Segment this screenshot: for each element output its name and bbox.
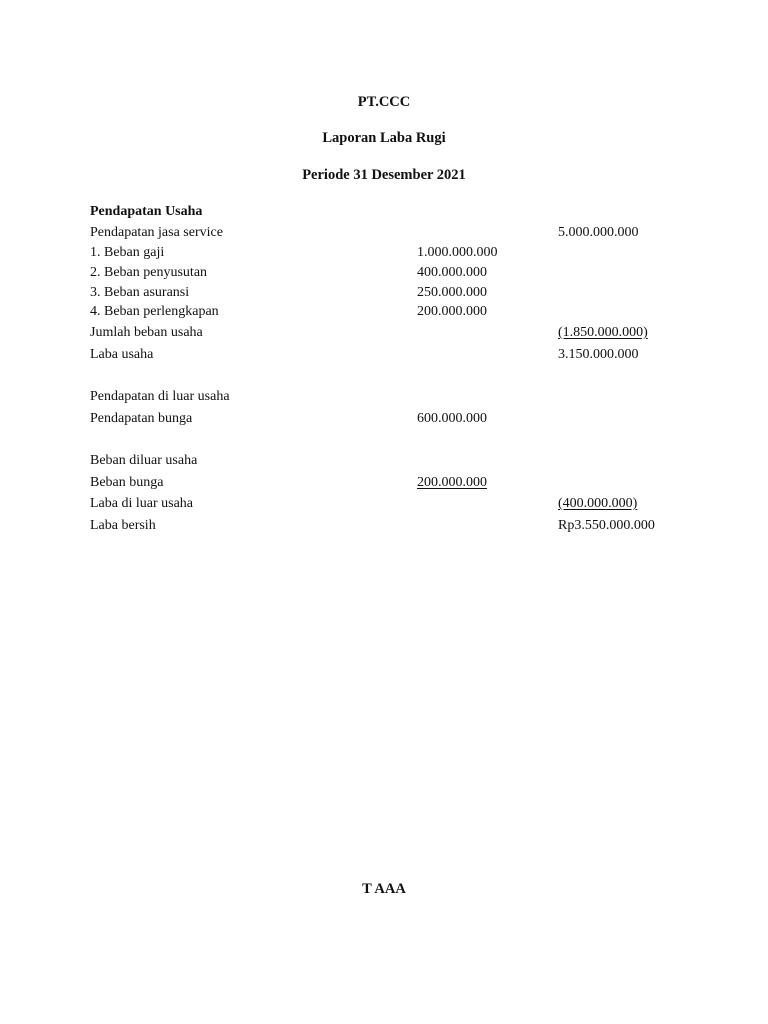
row-value: 3.150.000.000: [558, 347, 639, 362]
operating-heading-row: [0, 202, 768, 222]
section-heading: Pendapatan di luar usaha: [90, 389, 230, 404]
signature-name: T AAA: [362, 881, 406, 897]
expense-row: [0, 283, 768, 303]
row-value: 400.000.000: [417, 265, 487, 280]
row-value: 200.000.000: [417, 304, 487, 319]
report-title: Laporan Laba Rugi: [322, 130, 446, 146]
row-value: (1.850.000.000): [558, 325, 648, 340]
row-label: 3. Beban asuransi: [90, 285, 190, 300]
row-label: Laba usaha: [90, 347, 154, 362]
report-period: Periode 31 Desember 2021: [302, 167, 466, 183]
row-value: Rp3.550.000.000: [558, 518, 655, 533]
row-label: Pendapatan jasa service: [90, 225, 223, 240]
row-label: Laba bersih: [90, 518, 156, 533]
row-value: 200.000.000: [417, 475, 487, 490]
operating-profit-row: [0, 345, 768, 365]
non-operating-income-heading-row: [0, 387, 768, 407]
row-value: 5.000.000.000: [558, 225, 639, 240]
net-profit-row: [0, 516, 768, 536]
row-label: Pendapatan bunga: [90, 411, 193, 426]
row-value: (400.000.000): [558, 496, 638, 511]
section-heading: Pendapatan Usaha: [90, 204, 203, 219]
row-label: 2. Beban penyusutan: [90, 265, 208, 280]
row-value: 1.000.000.000: [417, 245, 498, 260]
expense-row: [0, 263, 768, 283]
row-label: Jumlah beban usaha: [90, 325, 203, 340]
non-operating-profit-row: [0, 494, 768, 514]
row-label: 1. Beban gaji: [90, 245, 165, 260]
company-name: PT.CCC: [357, 94, 411, 110]
service-revenue-row: [0, 223, 768, 243]
row-label: Beban bunga: [90, 475, 164, 490]
interest-expense-row: [0, 473, 768, 493]
row-value: 600.000.000: [417, 411, 487, 426]
section-heading: Beban diluar usaha: [90, 453, 198, 468]
non-operating-expense-heading-row: [0, 451, 768, 471]
interest-income-row: [0, 409, 768, 429]
row-label: 4. Beban perlengkapan: [90, 304, 219, 319]
row-value: 250.000.000: [417, 285, 487, 300]
expense-row: [0, 302, 768, 322]
expense-row: [0, 243, 768, 263]
total-expenses-row: [0, 323, 768, 343]
row-label: Laba di luar usaha: [90, 496, 194, 511]
